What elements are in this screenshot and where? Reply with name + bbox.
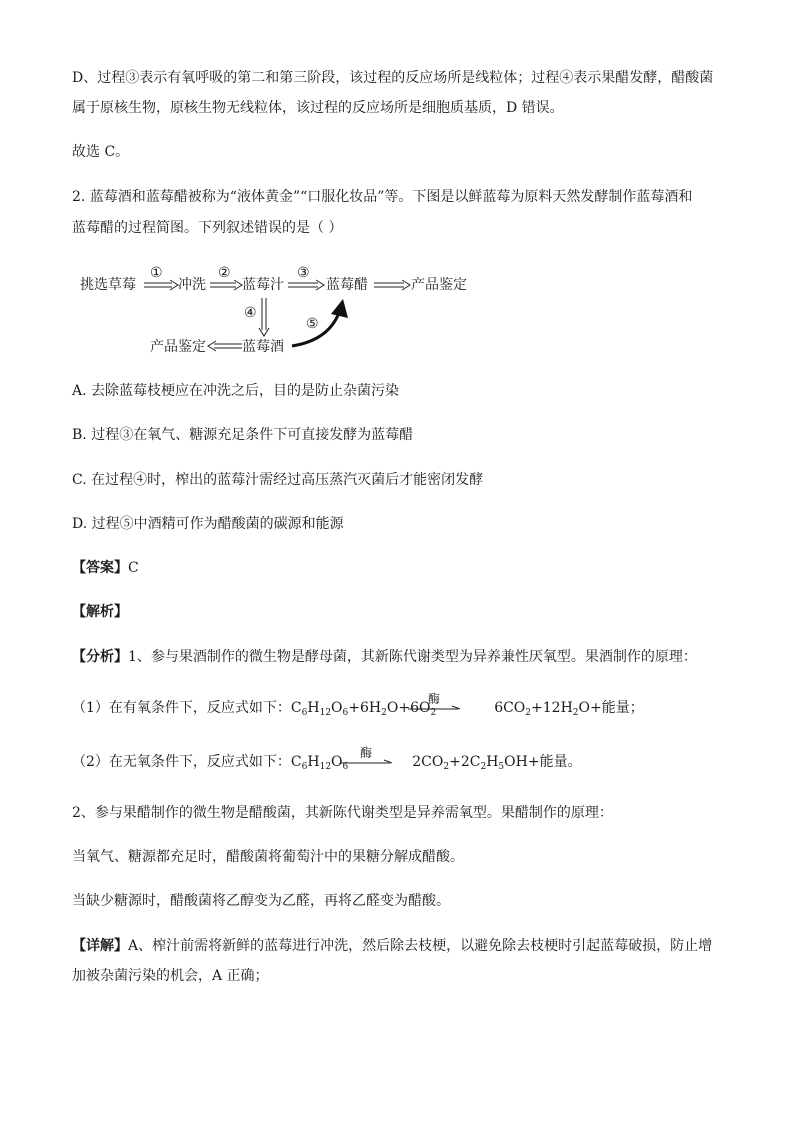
arrow-step-4	[259, 298, 269, 336]
node-blueberry-juice: 蓝莓汁	[242, 277, 284, 293]
eq2-arrow	[338, 746, 394, 772]
detail-line-2: 加被杂菌污染的机会，A 正确；	[72, 968, 269, 984]
para-d-line-2: 属于原核生物，原核生物无线粒体，该过程的反应场所是细胞质基质，D 错误。	[72, 100, 564, 116]
step-label-5: ⑤	[306, 316, 319, 332]
eq2-prefix: （2）在无氧条件下，反应式如下：	[72, 754, 291, 770]
eq1-enzyme-label: 酶	[428, 692, 441, 706]
vinegar-line-2: 当氧气、糖源都充足时，醋酸菌将葡萄汁中的果糖分解成醋酸。	[72, 849, 464, 865]
node-blueberry-vinegar: 蓝莓醋	[326, 277, 368, 293]
eq2-suffix: +能量。	[527, 754, 582, 770]
node-select-strawberry: 挑选草莓	[80, 277, 136, 293]
choose-c-text: 故选 C。	[72, 144, 130, 160]
arrow-wine-to-product-check	[208, 341, 242, 351]
eq2-reactants: $C_6H_{12}O_6$	[290, 754, 349, 772]
eq1-arrow-shape	[406, 692, 462, 718]
fenxi-text: 1、参与果酒制作的微生物是酵母菌，其新陈代谢类型为异养兼性厌氧型。果酒制作的原理：	[128, 649, 697, 665]
answer-line	[72, 558, 139, 578]
step-label-3: ③	[297, 265, 310, 281]
arrow-to-product-check	[374, 280, 410, 290]
eq1-suffix: +能量；	[590, 700, 644, 716]
analysis-tag: 【解析】	[72, 604, 128, 620]
arrow-step-3	[288, 280, 324, 290]
step-label-2: ②	[218, 265, 231, 281]
option-d: D. 过程⑤中酒精可作为醋酸菌的碳源和能源	[72, 516, 344, 532]
detail-line-1	[72, 936, 712, 956]
eq1-reactants: $C_6H_{12}O_6+6H_2O+6O_2$	[290, 700, 437, 718]
detail-tag: 【详解】	[72, 938, 128, 954]
step-label-4: ④	[244, 305, 257, 321]
equation-aerobic	[72, 698, 644, 718]
node-rinse: 冲洗	[178, 277, 206, 293]
question-line-1: 2. 蓝莓酒和蓝莓醋被称为“液体黄金”“口服化妆品”等。下图是以鲜蓝莓为原料天然发酵制作蓝莓酒和	[72, 189, 693, 205]
eq2-products: $2CO_2+2C_2H_5OH$	[412, 754, 528, 772]
vinegar-line-1: 2、参与果醋制作的微生物是醋酸菌，其新陈代谢类型是异养需氧型。果醋制作的原理：	[72, 805, 613, 821]
eq1-prefix: （1）在有氧条件下，反应式如下：	[72, 700, 291, 716]
arrow-step-5	[292, 299, 348, 346]
answer-tag: 【答案】	[72, 560, 128, 576]
option-b: B. 过程③在氧气、糖源充足条件下可直接发酵为蓝莓醋	[72, 427, 414, 443]
eq1-products: $6CO_2+12H_2O$	[494, 700, 591, 718]
eq2-enzyme-label: 酶	[360, 746, 373, 760]
eq2-arrow-shape	[338, 746, 394, 772]
para-d-line-1: D、过程③表示有氧呼吸的第二和第三阶段，该过程的反应场所是线粒体；过程④表示果醋发酵，醋酸菌	[72, 70, 714, 86]
node-product-check-top: 产品鉴定	[411, 277, 467, 293]
option-c: C. 在过程④时，榨出的蓝莓汁需经过高压蒸汽灭菌后才能密闭发酵	[72, 472, 484, 488]
node-blueberry-wine: 蓝莓酒	[242, 339, 284, 355]
answer-value: C	[128, 560, 139, 576]
detail-text-1: A、榨汁前需将新鲜的蓝莓进行冲洗，然后除去枝梗，以避免除去枝梗时引起蓝莓破损，防止增	[128, 938, 713, 954]
fenxi-line	[72, 647, 697, 667]
option-a: A. 去除蓝莓枝梗应在冲洗之后，目的是防止杂菌污染	[72, 383, 400, 399]
arrow-step-1	[144, 280, 178, 290]
node-product-check-bottom: 产品鉴定	[150, 339, 206, 355]
fenxi-tag: 【分析】	[72, 649, 128, 665]
arrow-step-2	[210, 280, 242, 290]
step-label-1: ①	[150, 265, 163, 281]
vinegar-line-3: 当缺少糖源时，醋酸菌将乙醇变为乙醛，再将乙醛变为醋酸。	[72, 893, 450, 909]
question-line-2: 蓝莓醋的过程简图。下列叙述错误的是（ ）	[72, 220, 343, 236]
eq1-arrow	[406, 692, 462, 718]
equation-anaerobic	[72, 752, 582, 772]
